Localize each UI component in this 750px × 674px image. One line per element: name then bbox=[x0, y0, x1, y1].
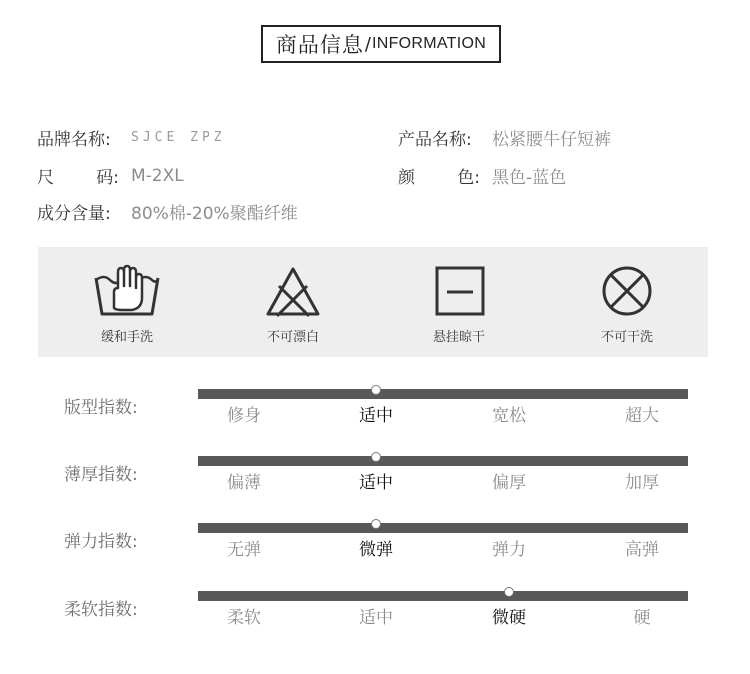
scale-marker-thickness bbox=[371, 452, 381, 462]
hand-wash-icon bbox=[92, 264, 162, 320]
scale-label-thickness: 薄厚指数: bbox=[64, 465, 138, 485]
scale-option: 微硬 bbox=[492, 608, 526, 628]
scale-option: 柔软 bbox=[227, 608, 261, 628]
brand-label: 品牌名称: bbox=[37, 130, 111, 150]
scale-option: 硬 bbox=[633, 608, 651, 628]
scale-option: 修身 bbox=[227, 406, 261, 426]
scale-option: 弹力 bbox=[492, 540, 526, 560]
section-title bbox=[261, 25, 501, 63]
care-item-no-bleach bbox=[233, 247, 353, 345]
size-value: M-2XL bbox=[131, 165, 184, 186]
no-bleach-icon bbox=[263, 264, 323, 320]
info-material bbox=[37, 199, 298, 224]
title-separator: / bbox=[364, 33, 371, 55]
title-english: INFORMATION bbox=[371, 35, 487, 52]
info-color bbox=[398, 163, 566, 188]
scale-option: 偏厚 bbox=[492, 473, 526, 493]
scale-bar-thickness bbox=[198, 456, 688, 466]
scale-option: 适中 bbox=[359, 608, 393, 628]
scale-bar-softness bbox=[198, 591, 688, 601]
size-label-b: 码: bbox=[96, 168, 119, 188]
title-chinese: 商品信息 bbox=[275, 33, 364, 57]
care-label-no-bleach: 不可漂白 bbox=[266, 330, 319, 345]
scale-option: 无弹 bbox=[227, 540, 261, 560]
care-item-hand-wash bbox=[67, 247, 187, 345]
info-size bbox=[37, 163, 184, 188]
scale-label-fit: 版型指数: bbox=[64, 398, 138, 418]
care-label-line-dry: 悬挂晾干 bbox=[432, 330, 485, 345]
scale-option: 偏薄 bbox=[227, 473, 261, 493]
care-label-no-dry-clean: 不可干洗 bbox=[600, 330, 653, 345]
scale-option: 高弹 bbox=[625, 540, 659, 560]
size-label bbox=[37, 163, 119, 188]
info-product-name bbox=[398, 125, 611, 150]
product-name-label: 产品名称: bbox=[398, 130, 472, 150]
scale-option: 超大 bbox=[625, 406, 659, 426]
scale-bar-elasticity bbox=[198, 523, 688, 533]
product-name-value: 松紧腰牛仔短裤 bbox=[492, 130, 611, 150]
material-value: 80%棉-20%聚酯纤维 bbox=[131, 204, 298, 224]
color-label-b: 色: bbox=[457, 168, 480, 188]
care-label-hand-wash: 缓和手洗 bbox=[100, 330, 153, 345]
scale-option: 适中 bbox=[359, 406, 393, 426]
scale-option: 加厚 bbox=[625, 473, 659, 493]
scale-marker-elasticity bbox=[371, 519, 381, 529]
scale-label-elasticity: 弹力指数: bbox=[64, 532, 138, 552]
color-label-a: 颜 bbox=[398, 168, 415, 188]
scale-bar-fit bbox=[198, 389, 688, 399]
scale-option: 微弹 bbox=[359, 540, 393, 560]
scale-label-softness: 柔软指数: bbox=[64, 600, 138, 620]
scale-option: 宽松 bbox=[492, 406, 526, 426]
scale-marker-fit bbox=[371, 385, 381, 395]
size-label-a: 尺 bbox=[37, 168, 54, 188]
care-item-line-dry bbox=[399, 247, 519, 345]
care-instructions-panel bbox=[38, 247, 708, 357]
no-wash-icon bbox=[597, 264, 657, 320]
material-label: 成分含量: bbox=[37, 204, 111, 224]
color-value: 黑色-蓝色 bbox=[492, 168, 567, 188]
info-brand bbox=[37, 125, 226, 150]
care-item-no-dry-clean bbox=[567, 247, 687, 345]
scale-marker-softness bbox=[504, 587, 514, 597]
line-dry-icon bbox=[429, 264, 489, 320]
color-label bbox=[398, 163, 480, 188]
scale-option: 适中 bbox=[359, 473, 393, 493]
brand-value: SJCE ZPZ bbox=[131, 130, 226, 145]
